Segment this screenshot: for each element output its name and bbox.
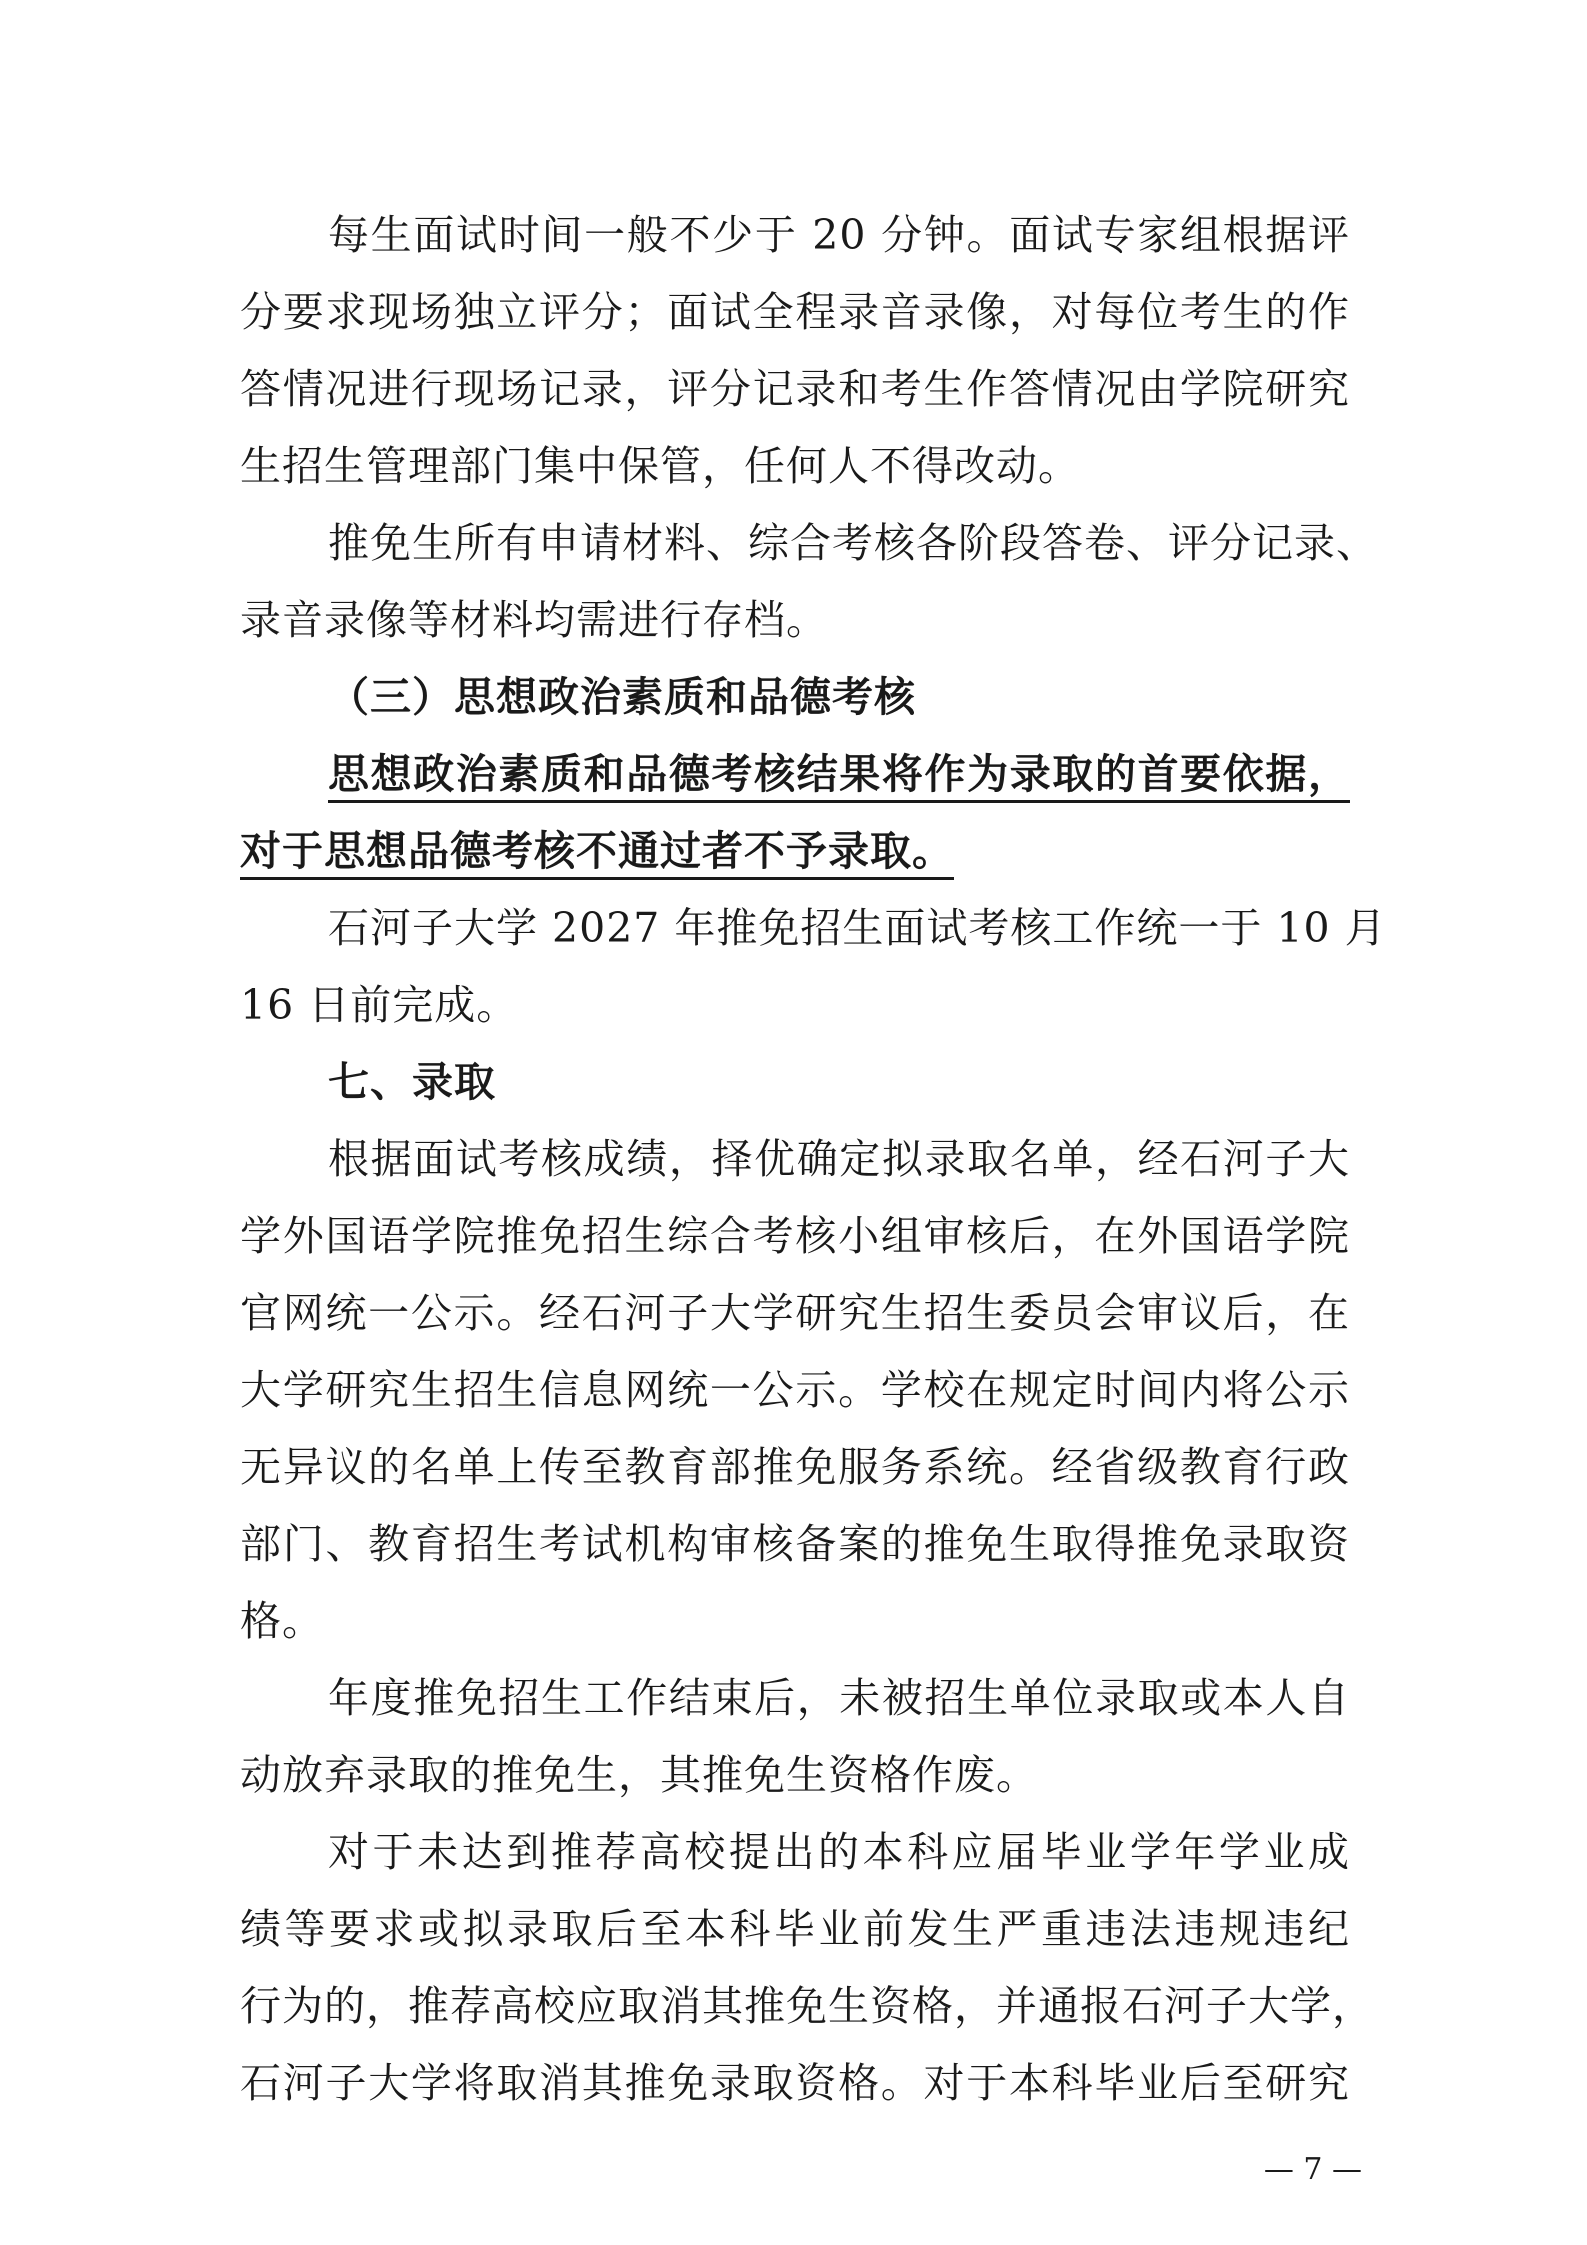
- section-heading: 七、录取: [328, 1058, 496, 1106]
- emphasis-line: 思想政治素质和品德考核结果将作为录取的首要依据，: [328, 750, 1350, 798]
- body-line: 石河子大学 2027 年推免招生面试考核工作统一于 10 月: [328, 904, 1387, 952]
- body-line: 动放弃录取的推免生，其推免生资格作废。: [240, 1751, 1038, 1799]
- body-line: 部门、教育招生考试机构审核备案的推免生取得推免录取资: [240, 1520, 1350, 1568]
- body-line: 根据面试考核成绩，择优确定拟录取名单，经石河子大: [328, 1135, 1350, 1183]
- body-line: 录音录像等材料均需进行存档。: [240, 596, 828, 644]
- page-number: — 7 —: [1263, 2152, 1362, 2187]
- body-line: 推免生所有申请材料、综合考核各阶段答卷、评分记录、: [328, 519, 1378, 567]
- body-line: 大学研究生招生信息网统一公示。学校在规定时间内将公示: [240, 1366, 1350, 1414]
- body-line: 格。: [240, 1597, 324, 1645]
- body-line: 学外国语学院推免招生综合考核小组审核后，在外国语学院: [240, 1212, 1350, 1260]
- body-line: 官网统一公示。经石河子大学研究生招生委员会审议后，在: [240, 1289, 1350, 1337]
- body-line: 生招生管理部门集中保管，任何人不得改动。: [240, 442, 1080, 490]
- body-line: 绩等要求或拟录取后至本科毕业前发生严重违法违规违纪: [240, 1905, 1350, 1953]
- body-line: 16 日前完成。: [240, 981, 519, 1029]
- body-line: 分要求现场独立评分；面试全程录音录像，对每位考生的作: [240, 288, 1350, 336]
- body-line: 无异议的名单上传至教育部推免服务系统。经省级教育行政: [240, 1443, 1350, 1491]
- body-line: 对于未达到推荐高校提出的本科应届毕业学年学业成: [328, 1828, 1350, 1876]
- body-line: 行为的，推荐高校应取消其推免生资格，并通报石河子大学，: [240, 1982, 1374, 2030]
- body-line: 每生面试时间一般不少于 20 分钟。面试专家组根据评: [328, 211, 1350, 259]
- body-line: 石河子大学将取消其推免录取资格。对于本科毕业后至研究: [240, 2059, 1350, 2107]
- emphasis-text: 对于思想品德考核不通过者不予录取。: [240, 827, 954, 875]
- body-line: 答情况进行现场记录，评分记录和考生作答情况由学院研究: [240, 365, 1350, 413]
- section-subheading: （三）思想政治素质和品德考核: [328, 673, 916, 721]
- body-line: 年度推免招生工作结束后，未被招生单位录取或本人自: [328, 1674, 1350, 1722]
